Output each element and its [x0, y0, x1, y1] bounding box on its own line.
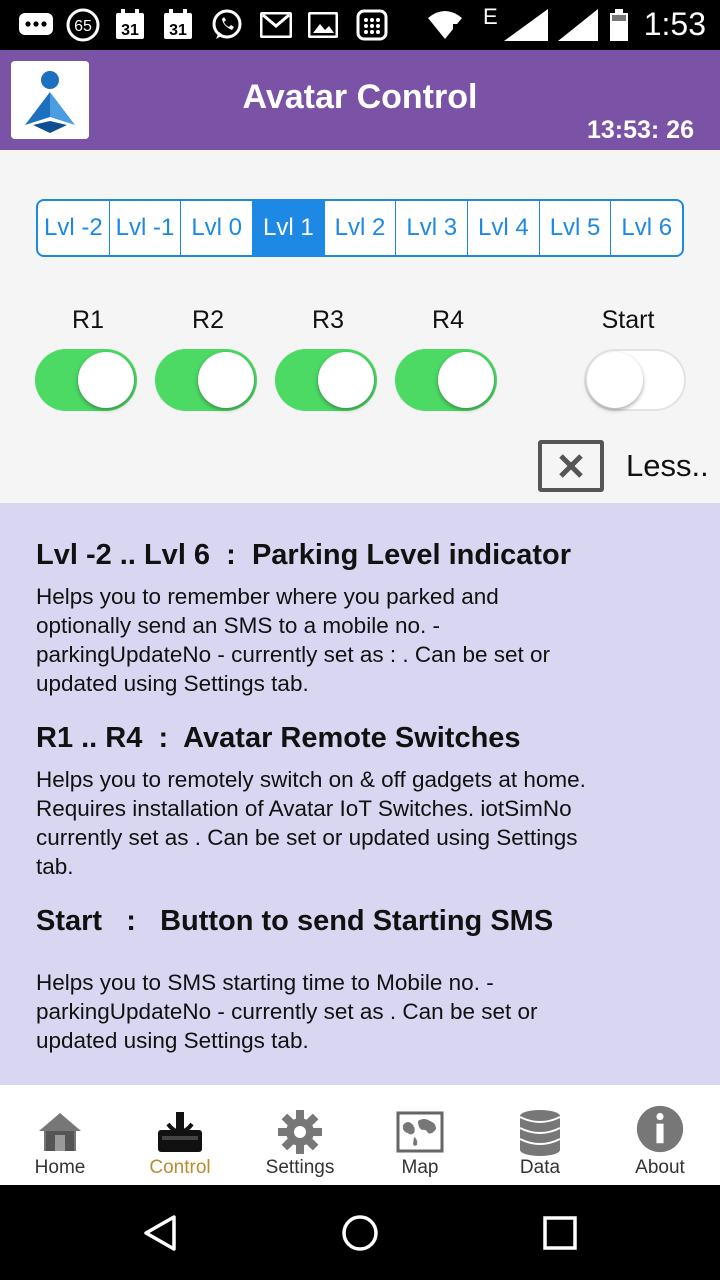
battery-icon: [608, 9, 630, 41]
switch-knob: [198, 352, 254, 408]
nav-about[interactable]: [600, 1085, 720, 1185]
switch-r4-label: R4: [432, 306, 464, 334]
status-time: 1:53: [643, 6, 706, 42]
level-option[interactable]: Lvl 0: [181, 201, 253, 255]
notification-count: 65: [74, 18, 92, 35]
switch-r1-label: R1: [72, 306, 104, 334]
home-icon: [36, 1109, 84, 1155]
level-option[interactable]: Lvl 6: [621, 214, 673, 241]
bottom-nav: [0, 1085, 720, 1185]
switch-r2-toggle[interactable]: [155, 349, 257, 411]
level-option[interactable]: Lvl 3: [396, 201, 468, 255]
calendar-icon: [162, 9, 194, 41]
nav-settings[interactable]: [240, 1085, 360, 1185]
wifi-icon: [426, 9, 464, 41]
gear-icon: [276, 1109, 324, 1155]
page-title: Avatar Control: [242, 78, 478, 116]
calendar-day: 31: [121, 22, 139, 39]
nav-control-label: Control: [149, 1157, 211, 1178]
nav-settings-label: Settings: [265, 1157, 335, 1178]
info-heading-levels: Lvl -2 .. Lvl 6 : Parking Level indicator: [36, 539, 572, 571]
network-type: E: [483, 4, 498, 29]
calendar-day: 31: [169, 22, 187, 39]
level-option-selected[interactable]: Lvl 1: [253, 201, 325, 255]
info-heading-start: Start : Button to send Starting SMS: [36, 905, 554, 937]
level-option[interactable]: Lvl 4: [468, 201, 540, 255]
switch-r1-toggle[interactable]: [35, 349, 137, 411]
switch-knob: [438, 352, 494, 408]
nav-home-label: Home: [34, 1157, 86, 1178]
nav-home[interactable]: [0, 1085, 120, 1185]
header-clock: 13:53: 26: [586, 116, 694, 144]
switch-start-toggle[interactable]: [584, 349, 686, 411]
image-icon: [308, 9, 338, 41]
switch-knob: [318, 352, 374, 408]
map-icon: [396, 1109, 444, 1155]
signal-icon: [504, 9, 548, 41]
status-bar: [0, 0, 720, 50]
switch-r3-label: R3: [312, 306, 344, 334]
switch-start-label: Start: [601, 306, 655, 334]
control-icon: [156, 1109, 204, 1155]
database-icon: [516, 1109, 564, 1155]
switch-r4-toggle[interactable]: [395, 349, 497, 411]
controls-panel: [0, 150, 720, 503]
close-icon: [556, 451, 586, 481]
app-header: [0, 50, 720, 150]
nav-data[interactable]: [480, 1085, 600, 1185]
notification-count-icon: [66, 9, 100, 41]
level-option[interactable]: Lvl -2: [38, 201, 110, 255]
info-icon: [636, 1109, 684, 1155]
whatsapp-icon: [210, 9, 244, 41]
switch-knob: [78, 352, 134, 408]
level-option[interactable]: Lvl -1: [110, 201, 182, 255]
switch-r2-label: R2: [192, 306, 224, 334]
info-heading-switches: R1 .. R4 : Avatar Remote Switches: [36, 722, 521, 754]
info-body-start: Helps you to SMS starting time to Mobile no. - parkingUpdateNo - currently set as . Can be set or updated using Settings tab.: [36, 970, 538, 1053]
system-nav-bar: [0, 1185, 720, 1280]
switch-r3-toggle[interactable]: [275, 349, 377, 411]
less-label[interactable]: Less..: [626, 448, 709, 483]
info-body-levels: Helps you to remember where you parked and optionally send an SMS to a mobile no. - parkingUpdateNo - currently set as : . Can be set or updated using Settings tab.: [36, 584, 550, 696]
nav-map[interactable]: [360, 1085, 480, 1185]
signal-icon: [558, 9, 598, 41]
messages-icon: [18, 9, 54, 41]
less-close-button[interactable]: [538, 440, 604, 492]
nav-control[interactable]: [120, 1085, 240, 1185]
calendar-icon: [114, 9, 146, 41]
recents-icon[interactable]: [542, 1215, 578, 1256]
back-icon[interactable]: [140, 1213, 180, 1258]
level-option[interactable]: Lvl 2: [325, 201, 397, 255]
level-option[interactable]: Lvl 5: [540, 201, 612, 255]
nav-data-label: Data: [519, 1157, 561, 1178]
nav-about-label: About: [635, 1157, 685, 1178]
info-panel: [0, 503, 720, 1085]
switch-knob: [587, 352, 643, 408]
gmail-icon: [260, 9, 292, 41]
nav-map-label: Map: [401, 1157, 439, 1178]
calculator-icon: [356, 9, 388, 41]
level-selector: [36, 199, 684, 257]
home-circle-icon[interactable]: [340, 1213, 380, 1258]
info-body-switches: Helps you to remotely switch on & off gadgets at home. Requires installation of Avatar IoT Switches. iotSimNo currently set as . Can be set or updated using Settings tab.: [36, 767, 586, 879]
